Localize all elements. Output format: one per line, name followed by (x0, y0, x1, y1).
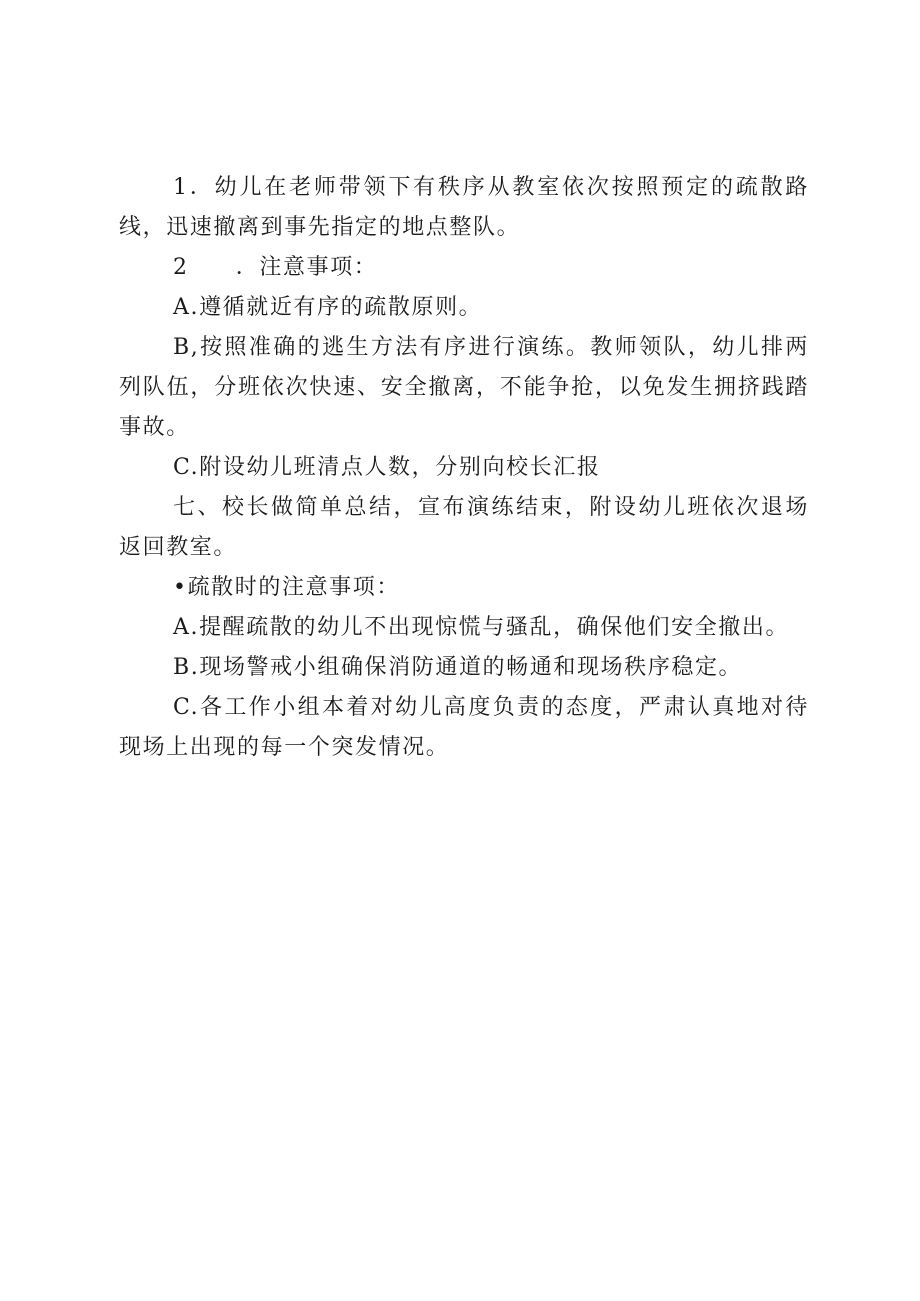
paragraph-note-a: A.遵循就近有序的疏散原则。 (173, 295, 483, 320)
paragraph-notes-heading: 2 ．注意事项： (173, 255, 378, 280)
paragraph-note-b: B,按照准确的逃生方法有序进行演练。教师领队，幼儿排两列队伍，分班依次快速、安全撤离，不能争抢，以免发生拥挤践踏事故。 (119, 335, 809, 440)
paragraph-note-c: C.附设幼儿班清点人数，分别向校长汇报 (173, 455, 601, 480)
paragraph-evacuation-note-b: B.现场警戒小组确保消防通道的畅通和现场秩序稳定。 (173, 655, 743, 680)
paragraph-evacuation-note-a: A.提醒疏散的幼儿不出现惊慌与骚乱，确保他们安全撤出。 (173, 615, 790, 640)
paragraph-evacuation-note-c: C.各工作小组本着对幼儿高度负责的态度，严肃认真地对待现场上出现的每一个突发情况。 (119, 695, 809, 760)
paragraph-evacuation-notes-heading: •疏散时的注意事项： (173, 575, 400, 600)
document-body (119, 168, 809, 768)
paragraph-evacuation-step: 1．幼儿在老师带领下有秩序从教室依次按照预定的疏散路线，迅速撤离到事先指定的地点整队。 (119, 175, 809, 240)
paragraph-section-seven: 七、校长做简单总结，宣布演练结束，附设幼儿班依次退场返回教室。 (119, 495, 809, 560)
